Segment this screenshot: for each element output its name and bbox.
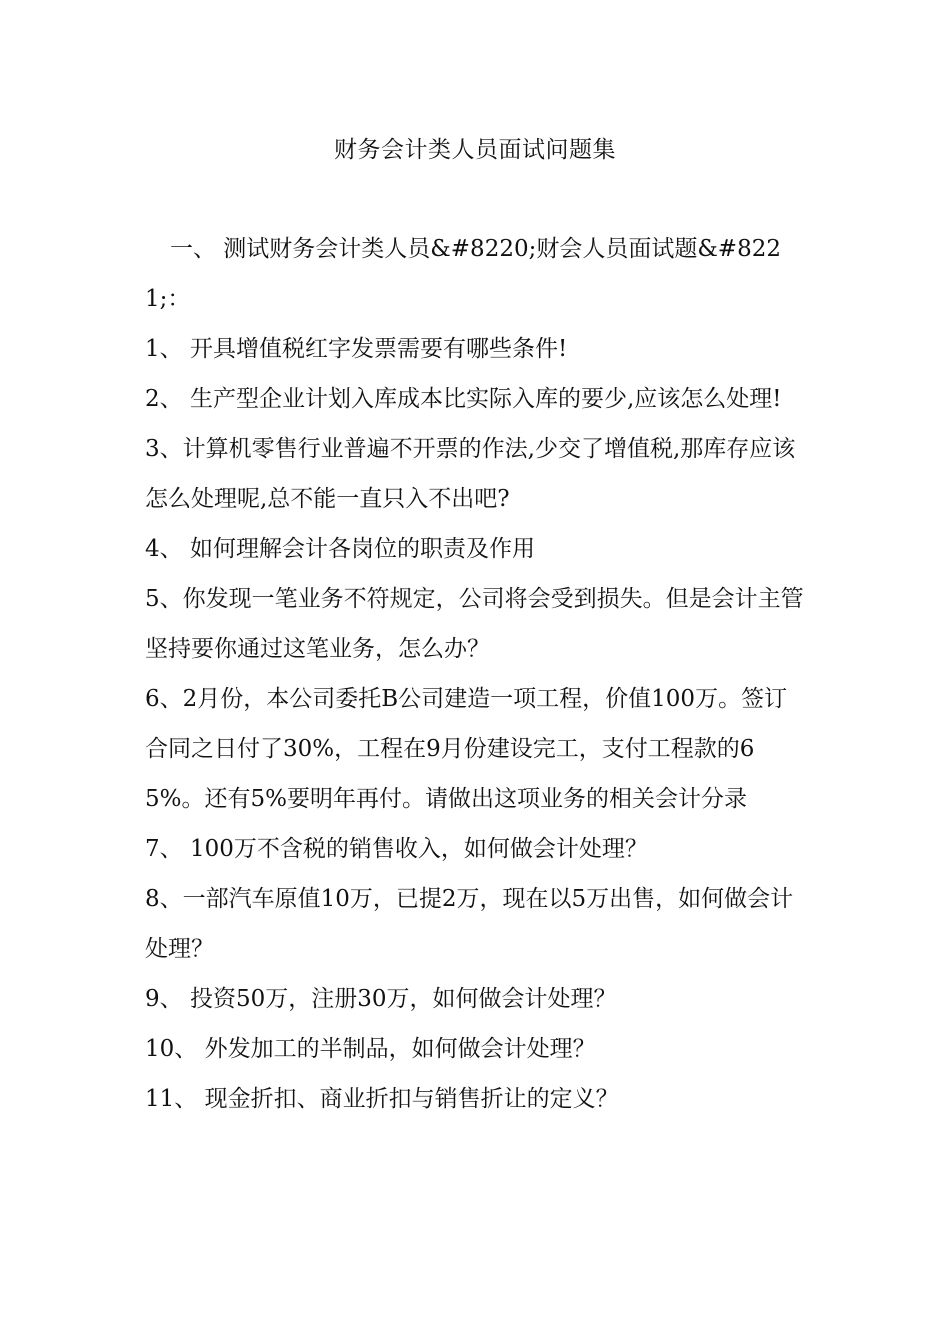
question-item-9: 9、 投资50万，注册30万，如何做会计处理？ [145,986,617,1012]
document-title: 财务会计类人员面试问题集 [334,137,616,163]
question-item-11: 11、 现金折扣、商业折扣与销售折让的定义？ [145,1086,619,1112]
question-item-5: 5、你发现一笔业务不符规定，公司将会受到损失。但是会计主管坚持要你通过这笔业务，怎么办？ [145,586,804,662]
section-heading: 一、 测试财务会计类人员&#8220;财会人员面试题&#8221;： [145,236,781,312]
question-item-8: 8、一部汽车原值10万，已提2万，现在以5万出售，如何做会计处理？ [145,886,794,962]
document-body [145,224,810,1124]
question-item-3: 3、计算机零售行业普遍不开票的作法,少交了增值税,那库存应该怎么处理呢,总不能一直只入不出吧? [145,436,796,512]
question-item-4: 4、 如何理解会计各岗位的职责及作用 [145,536,535,562]
question-item-1: 1、 开具增值税红字发票需要有哪些条件! [145,336,568,362]
question-item-10: 10、 外发加工的半制品，如何做会计处理？ [145,1036,596,1062]
question-item-2: 2、 生产型企业计划入库成本比实际入库的要少,应该怎么处理! [145,386,782,412]
question-item-7: 7、 100万不含税的销售收入，如何做会计处理？ [145,836,648,862]
question-item-6: 6、2月份，本公司委托B公司建造一项工程，价值100万。签订合同之日付了30%，工程在9月份建设完工，支付工程款的65%。还有5%要明年再付。请做出这项业务的相关会计分录 [145,686,788,812]
